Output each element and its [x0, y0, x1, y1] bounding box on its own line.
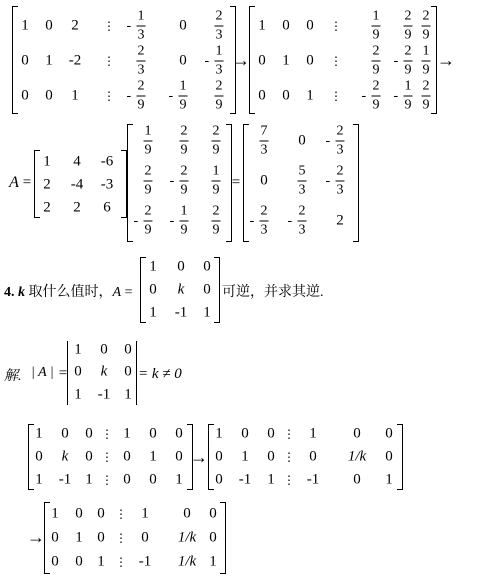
matrix-entry: 1 — [149, 304, 157, 321]
augment-separator: ⋮ — [115, 555, 127, 569]
fraction-denominator: 3 — [260, 222, 268, 238]
matrix-entry: 1/k — [177, 529, 197, 546]
matrix-entry: 1 — [21, 17, 29, 34]
matrix-fraction — [144, 125, 153, 158]
matrix-entry: 0 — [306, 17, 314, 34]
matrix-entry: 1 — [124, 386, 132, 403]
problem-number: 4. — [4, 285, 15, 300]
fraction-sign: - — [169, 173, 175, 188]
determinant-result: = k ≠ 0 — [138, 366, 182, 382]
matrix-fraction — [144, 165, 153, 198]
matrix-entry: -2 — [68, 52, 82, 69]
fraction-denominator: 9 — [372, 97, 380, 113]
fraction-numerator: 2 — [260, 203, 268, 219]
matrix-entry: 0 — [149, 425, 157, 442]
augment-separator: ⋮ — [283, 473, 295, 487]
matrix-fraction — [168, 78, 188, 113]
fraction-sign: - — [325, 173, 331, 188]
augmented-matrix-1 — [12, 6, 236, 114]
fraction-sign: - — [361, 88, 367, 103]
matrix-a — [34, 150, 127, 218]
augment-separator: ⋮ — [101, 427, 113, 441]
matrix-entry: 0 — [124, 363, 132, 380]
matrix-entry: 1 — [85, 471, 93, 488]
matrix-entry: 0 — [385, 425, 393, 442]
matrix-entry: 0 — [309, 448, 317, 465]
matrix-entry: 1 — [175, 471, 183, 488]
matrix-entry: 1 — [123, 425, 131, 442]
matrix-entry: 1 — [149, 258, 157, 275]
matrix-entry: 0 — [267, 425, 275, 442]
fraction-numerator: 5 — [298, 163, 306, 179]
augment-separator: ⋮ — [283, 450, 295, 464]
fraction-denominator: 3 — [298, 222, 306, 238]
equals-1: = — [22, 174, 32, 191]
matrix-entry: -1 — [174, 304, 188, 321]
problem-statement: 4. k 取什么值时，A = — [4, 285, 133, 300]
matrix-entry: 0 — [21, 87, 29, 104]
fraction-numerator: 2 — [144, 163, 152, 179]
matrix-entry: 1/k — [177, 553, 197, 570]
fraction-denominator: 3 — [215, 62, 223, 78]
fraction-denominator: 9 — [179, 97, 187, 113]
matrix-fraction — [204, 43, 224, 78]
matrix-entry: 1 — [209, 553, 217, 570]
problem-text-1: 取什么值时， — [25, 285, 113, 300]
fraction-sign: - — [287, 213, 293, 228]
matrix-fraction — [169, 163, 189, 198]
fraction-denominator: 9 — [180, 222, 188, 238]
fraction-sign: - — [133, 213, 139, 228]
fraction-numerator: 2 — [144, 203, 152, 219]
matrix-entry: 0 — [258, 87, 266, 104]
matrix-entry: 0 — [209, 505, 217, 522]
matrix-entry: 2 — [43, 176, 51, 193]
elimination-matrix-3 — [44, 502, 226, 574]
matrix-fraction — [372, 10, 381, 43]
matrix-entry: 0 — [149, 471, 157, 488]
fraction-denominator: 9 — [144, 142, 152, 158]
fraction-denominator: 9 — [144, 222, 152, 238]
problem-text-2: 可逆，并求其逆. — [222, 285, 324, 300]
matrix-entry: 0 — [179, 52, 187, 69]
matrix-entry: 1 — [385, 471, 393, 488]
matrix-entry: 0 — [298, 132, 306, 149]
problem-matrix-label: A — [112, 285, 122, 300]
augment-separator: ⋮ — [103, 54, 115, 68]
matrix-entry: 1 — [74, 386, 82, 403]
matrix-entry: -1 — [238, 471, 252, 488]
matrix-fraction — [212, 165, 221, 198]
matrix-entry: 0 — [209, 529, 217, 546]
matrix-entry: 0 — [45, 87, 53, 104]
fraction-denominator: 3 — [336, 142, 344, 158]
fraction-numerator: 2 — [137, 78, 145, 94]
matrix-fraction — [361, 78, 381, 113]
matrix-entry: 0 — [282, 87, 290, 104]
fraction-denominator: 9 — [372, 62, 380, 78]
fraction-numerator: 2 — [336, 123, 344, 139]
fraction-denominator: 3 — [137, 62, 145, 78]
matrix-fraction — [422, 45, 431, 78]
matrix-entry: 0 — [123, 471, 131, 488]
matrix-entry: 1 — [51, 505, 59, 522]
matrix-entry: 0 — [258, 52, 266, 69]
augment-separator: ⋮ — [330, 54, 342, 68]
determinant-label: | A | — [31, 365, 54, 380]
augment-separator: ⋮ — [101, 450, 113, 464]
matrix-fraction — [212, 125, 221, 158]
fraction-denominator: 3 — [298, 182, 306, 198]
matrix-entry: 0 — [175, 448, 183, 465]
fraction-sign: - — [204, 53, 210, 68]
matrix-fraction — [215, 10, 224, 43]
matrix-entry: 0 — [215, 471, 223, 488]
fraction-sign: - — [325, 133, 331, 148]
fraction-denominator: 3 — [260, 142, 268, 158]
matrix-entry: 0 — [141, 529, 149, 546]
augment-separator: ⋮ — [330, 89, 342, 103]
fraction-numerator: 2 — [215, 8, 223, 24]
matrix-fraction — [422, 80, 431, 113]
matrix-entry: 0 — [51, 553, 59, 570]
matrix-entry: 1 — [75, 529, 83, 546]
fraction-denominator: 9 — [422, 62, 430, 78]
matrix-entry: 0 — [385, 448, 393, 465]
matrix-entry: 1 — [282, 52, 290, 69]
matrix-entry: 0 — [45, 17, 53, 34]
matrix-fraction — [422, 10, 431, 43]
augmented-matrix-2 — [249, 6, 437, 114]
matrix-entry: -1 — [58, 471, 72, 488]
matrix-fraction — [180, 125, 189, 158]
fraction-sign: - — [393, 53, 399, 68]
matrix-entry: 1 — [45, 52, 53, 69]
matrix-entry: 0 — [203, 281, 211, 298]
fraction-numerator: 2 — [180, 163, 188, 179]
fraction-denominator: 9 — [422, 27, 430, 43]
matrix-fraction — [169, 203, 189, 238]
arrow-2: → — [437, 50, 455, 70]
matrix-entry: 1 — [241, 448, 249, 465]
problem-variable: k — [18, 285, 25, 300]
matrix-entry: 0 — [75, 505, 83, 522]
matrix-entry: 0 — [267, 448, 275, 465]
matrix-entry: -4 — [70, 176, 84, 193]
matrix-entry: 0 — [175, 425, 183, 442]
augment-separator: ⋮ — [330, 19, 342, 33]
fraction-denominator: 9 — [180, 182, 188, 198]
fraction-numerator: 2 — [336, 163, 344, 179]
fraction-numerator: 1 — [137, 8, 145, 24]
matrix-entry: 1 — [74, 341, 82, 358]
fraction-numerator: 2 — [372, 43, 380, 59]
fraction-numerator: 2 — [215, 78, 223, 94]
matrix-entry: 1 — [43, 153, 51, 170]
matrix-fraction — [126, 8, 146, 43]
matrix-entry: 0 — [100, 341, 108, 358]
matrix-entry: k — [177, 281, 185, 298]
fraction-numerator: 7 — [260, 123, 268, 139]
fraction-denominator: 9 — [404, 27, 412, 43]
fraction-numerator: 2 — [180, 123, 188, 139]
fraction-denominator: 9 — [404, 97, 412, 113]
matrix-fraction — [126, 78, 146, 113]
fraction-denominator: 9 — [144, 182, 152, 198]
matrix-entry: 0 — [123, 448, 131, 465]
matrix-fraction — [212, 205, 221, 238]
matrix-entry: 0 — [124, 341, 132, 358]
fraction-numerator: 1 — [144, 123, 152, 139]
fraction-numerator: 2 — [404, 8, 412, 24]
fraction-numerator: 1 — [180, 203, 188, 219]
fraction-denominator: 9 — [404, 62, 412, 78]
fraction-numerator: 2 — [212, 123, 220, 139]
matrix-entry: 0 — [97, 529, 105, 546]
matrix-entry: 0 — [61, 425, 69, 442]
fraction-numerator: 1 — [179, 78, 187, 94]
matrix-entry: k — [100, 363, 108, 380]
matrix-entry: 0 — [75, 553, 83, 570]
augment-separator: ⋮ — [103, 89, 115, 103]
matrix-entry: 0 — [85, 425, 93, 442]
matrix-entry: -1 — [138, 553, 152, 570]
fraction-numerator: 2 — [422, 78, 430, 94]
matrix-entry: 2 — [336, 212, 344, 229]
fraction-numerator: 2 — [404, 43, 412, 59]
augment-separator: ⋮ — [115, 531, 127, 545]
matrix-entry: 0 — [353, 471, 361, 488]
matrix-entry: 1 — [203, 304, 211, 321]
fraction-numerator: 1 — [404, 78, 412, 94]
matrix-fraction — [325, 163, 345, 198]
fraction-denominator: 9 — [422, 97, 430, 113]
matrix-entry: 0 — [85, 448, 93, 465]
fraction-denominator: 9 — [212, 182, 220, 198]
matrix-fraction — [298, 165, 307, 198]
fraction-numerator: 2 — [212, 203, 220, 219]
fraction-numerator: 2 — [372, 78, 380, 94]
matrix-fraction — [404, 10, 413, 43]
determinant — [67, 341, 137, 405]
arrow-1: → — [232, 50, 250, 70]
matrix-entry: 2 — [43, 199, 51, 216]
matrix-fraction — [133, 203, 153, 238]
matrix-entry: 0 — [203, 258, 211, 275]
elimination-matrix-2 — [208, 424, 403, 490]
fraction-denominator: 9 — [137, 97, 145, 113]
matrix-entry: 1 — [306, 87, 314, 104]
arrow-4: → — [27, 527, 45, 547]
matrix-entry: 0 — [149, 281, 157, 298]
fraction-denominator: 3 — [137, 27, 145, 43]
fraction-denominator: 3 — [215, 27, 223, 43]
matrix-entry: 0 — [74, 363, 82, 380]
fraction-sign: - — [249, 213, 255, 228]
matrix-fraction — [249, 203, 269, 238]
fraction-numerator: 2 — [137, 43, 145, 59]
matrix-fraction — [287, 203, 307, 238]
matrix-entry: 0 — [353, 425, 361, 442]
fraction-numerator: 1 — [372, 8, 380, 24]
matrix-entry: 0 — [177, 258, 185, 275]
matrix-entry: 1 — [149, 448, 157, 465]
matrix-entry: 1 — [97, 553, 105, 570]
matrix-entry: 2 — [73, 199, 81, 216]
fraction-sign: - — [126, 18, 132, 33]
matrix-entry: -1 — [97, 386, 111, 403]
matrix-entry: 4 — [73, 153, 81, 170]
fraction-numerator: 1 — [422, 43, 430, 59]
matrix-fraction — [393, 78, 413, 113]
matrix-entry: 0 — [97, 505, 105, 522]
matrix-entry: 0 — [215, 448, 223, 465]
matrix-entry: -6 — [100, 153, 114, 170]
equals-2: = — [231, 174, 241, 191]
augment-separator: ⋮ — [103, 19, 115, 33]
matrix-entry: 0 — [282, 17, 290, 34]
matrix-a-label: A — [9, 174, 19, 191]
augment-separator: ⋮ — [283, 427, 295, 441]
matrix-fraction — [325, 123, 345, 158]
fraction-sign: - — [393, 88, 399, 103]
fraction-denominator: 9 — [212, 142, 220, 158]
matrix-entry: 1 — [309, 425, 317, 442]
problem-matrix — [140, 257, 220, 323]
fraction-sign: - — [168, 88, 174, 103]
matrix-entry: 1 — [71, 87, 79, 104]
matrix-entry: 2 — [71, 17, 79, 34]
matrix-entry: 0 — [306, 52, 314, 69]
matrix-entry: 0 — [183, 505, 191, 522]
matrix-entry: k — [61, 448, 69, 465]
fraction-denominator: 9 — [372, 27, 380, 43]
fraction-numerator: 1 — [212, 163, 220, 179]
solution-label: 解. — [4, 369, 22, 384]
matrix-entry: 1 — [267, 471, 275, 488]
matrix-entry: 0 — [260, 172, 268, 189]
fraction-denominator: 9 — [180, 142, 188, 158]
fraction-numerator: 2 — [298, 203, 306, 219]
matrix-entry: 0 — [35, 448, 43, 465]
matrix-entry: 1 — [258, 17, 266, 34]
matrix-entry: 0 — [21, 52, 29, 69]
fraction-numerator: 2 — [422, 8, 430, 24]
matrix-fraction — [393, 43, 413, 78]
matrix-entry: 1/k — [347, 448, 367, 465]
fraction-numerator: 1 — [215, 43, 223, 59]
equals-3: = — [58, 365, 68, 382]
augment-separator: ⋮ — [115, 507, 127, 521]
result-matrix — [243, 124, 359, 242]
matrix-entry: 6 — [103, 199, 111, 216]
fraction-sign: - — [169, 213, 175, 228]
arrow-3: → — [190, 447, 208, 467]
matrix-entry: -3 — [100, 176, 114, 193]
fraction-sign: - — [126, 88, 132, 103]
matrix-entry: 1 — [141, 505, 149, 522]
fraction-denominator: 9 — [212, 222, 220, 238]
elimination-matrix-1 — [28, 424, 193, 490]
augment-separator: ⋮ — [101, 473, 113, 487]
matrix-fraction — [215, 80, 224, 113]
fraction-denominator: 3 — [336, 182, 344, 198]
matrix-entry: 0 — [51, 529, 59, 546]
matrix-entry: 0 — [241, 425, 249, 442]
matrix-entry: 1 — [35, 425, 43, 442]
matrix-entry: 1 — [215, 425, 223, 442]
matrix-fraction — [372, 45, 381, 78]
fraction-denominator: 9 — [215, 97, 223, 113]
inverse-matrix — [127, 124, 232, 242]
matrix-entry: -1 — [306, 471, 320, 488]
matrix-entry: 1 — [35, 471, 43, 488]
matrix-fraction — [137, 45, 146, 78]
matrix-fraction — [260, 125, 269, 158]
matrix-entry: 0 — [179, 17, 187, 34]
